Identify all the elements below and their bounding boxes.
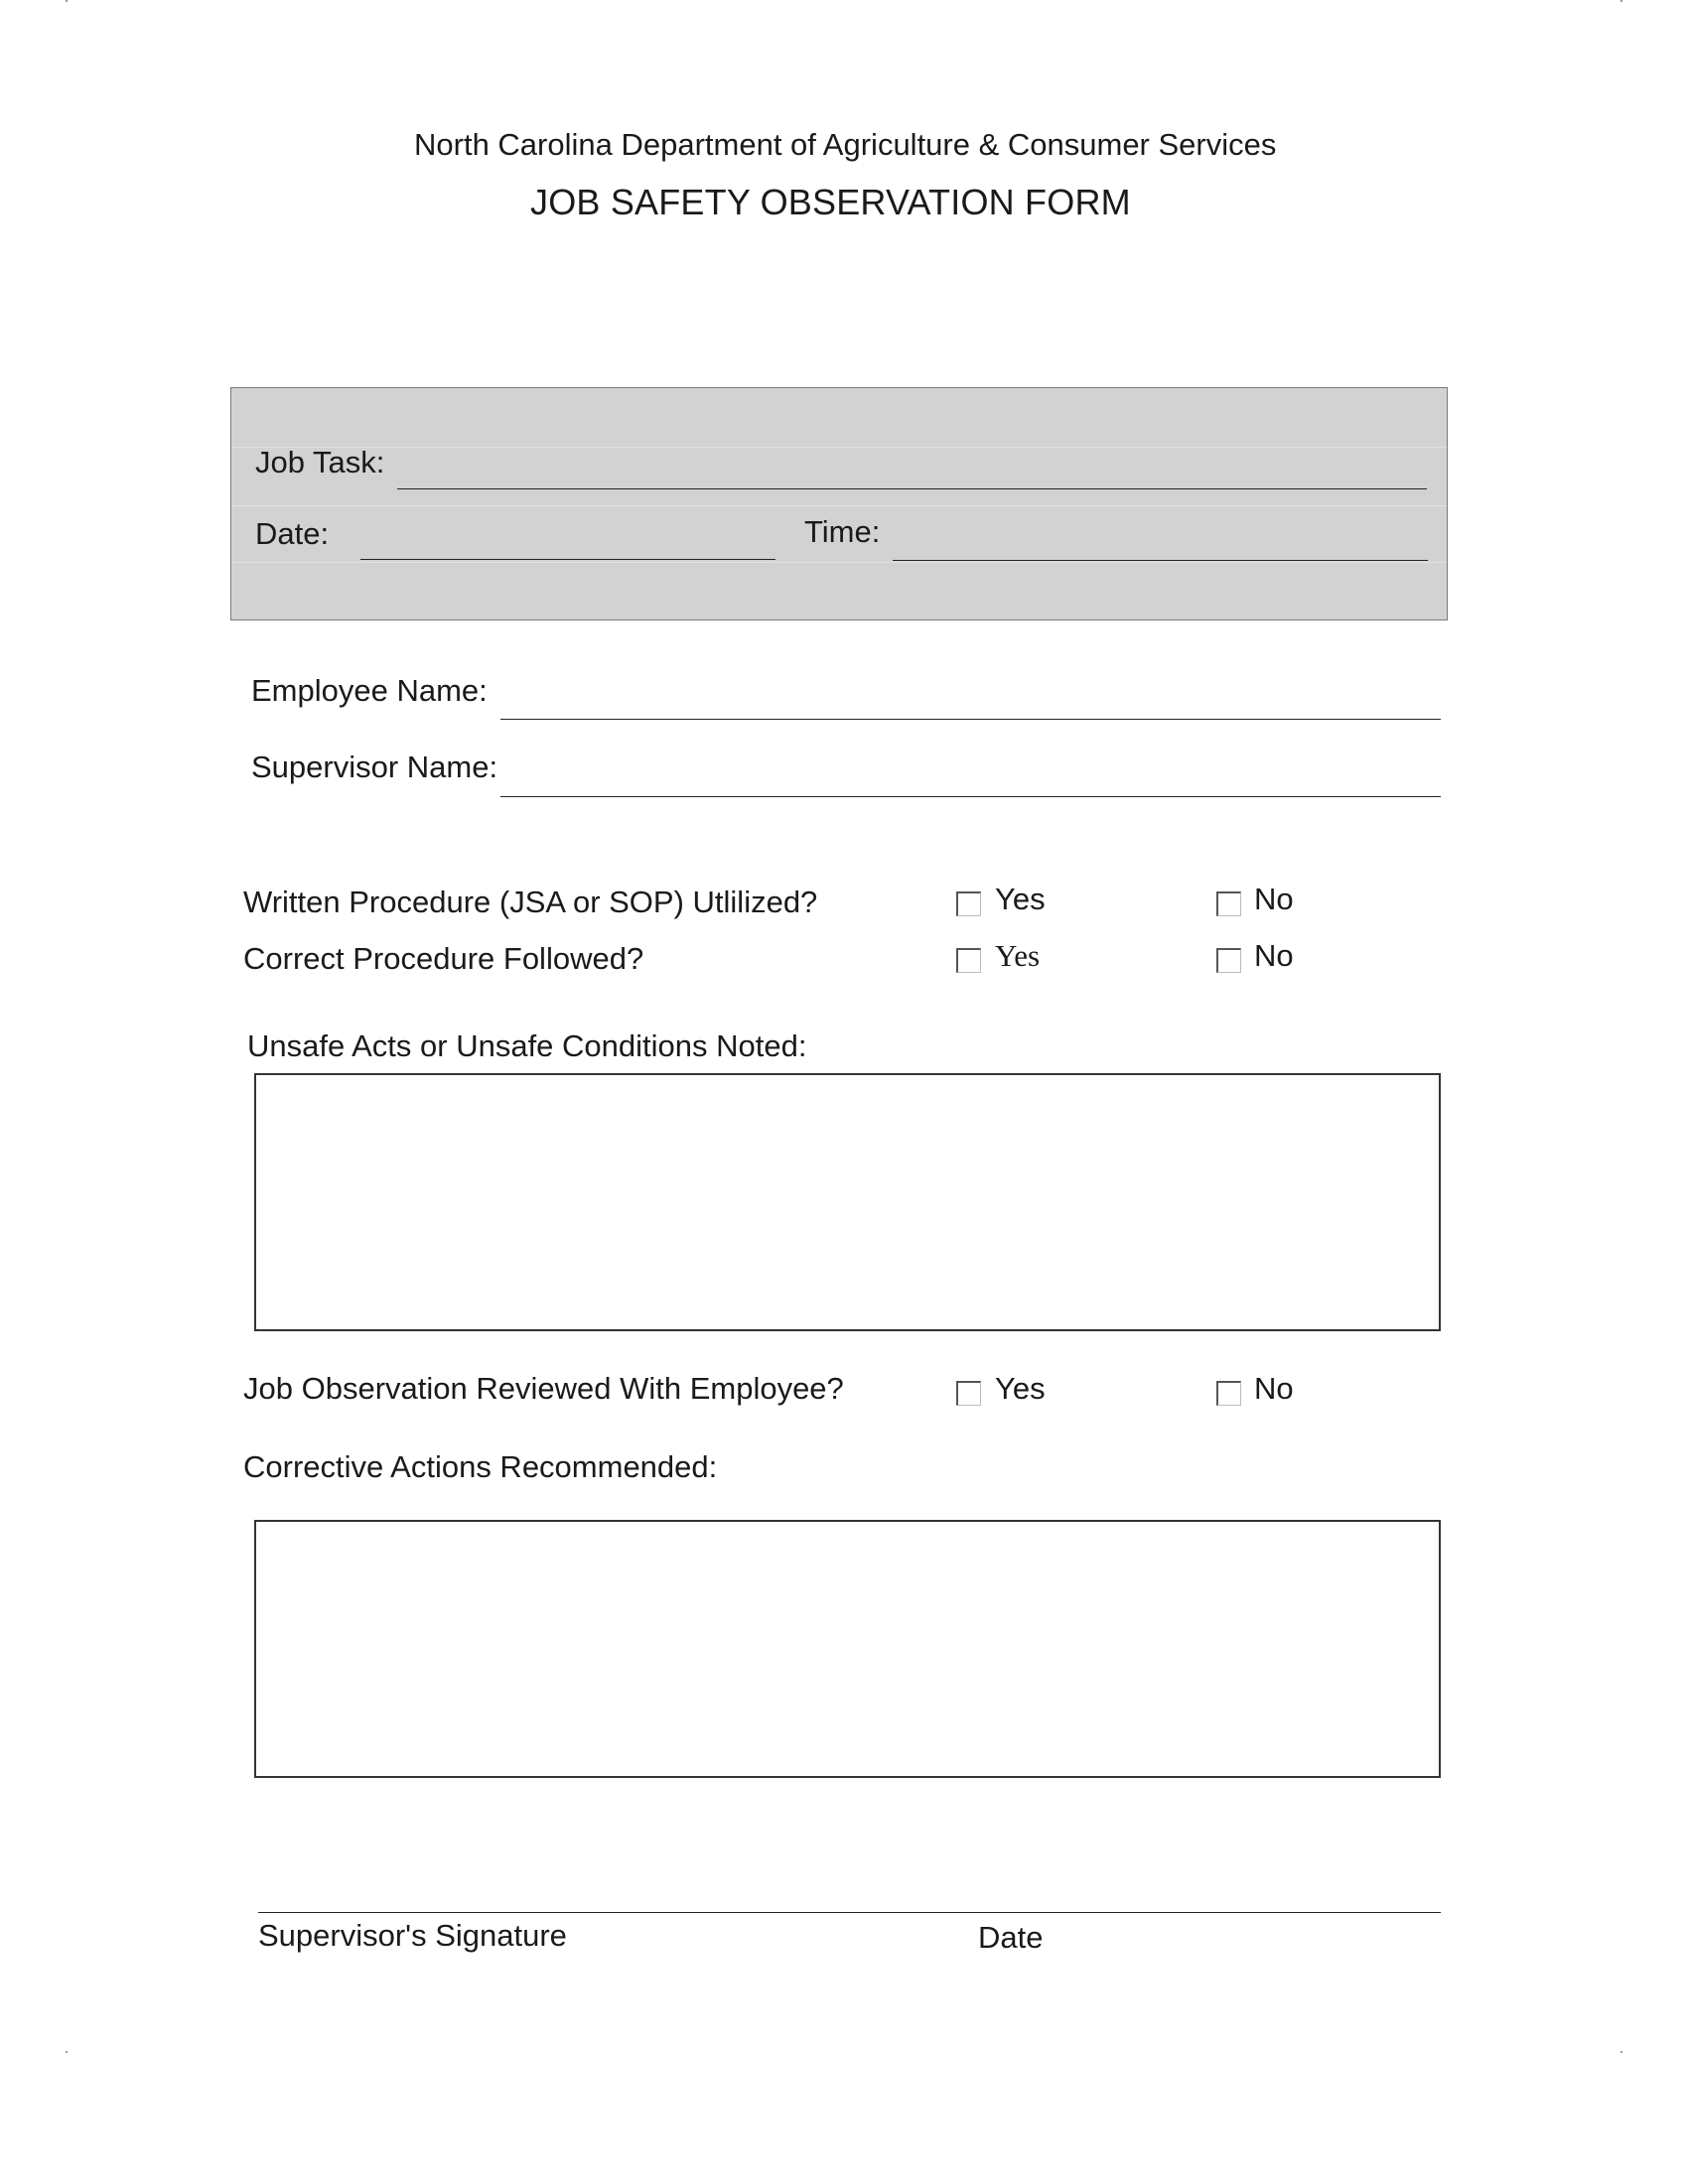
employee-name-field[interactable] bbox=[500, 719, 1441, 720]
band-separator bbox=[231, 505, 1447, 506]
supervisor-signature-label: Supervisor's Signature bbox=[258, 1918, 567, 1953]
time-field[interactable] bbox=[893, 560, 1428, 561]
time-label: Time: bbox=[804, 514, 881, 549]
correct-procedure-no-label: No bbox=[1254, 938, 1294, 973]
reviewed-question: Job Observation Reviewed With Employee? bbox=[243, 1371, 844, 1406]
corner-mark-top-right bbox=[1620, 0, 1622, 2]
correct-procedure-no-checkbox[interactable] bbox=[1216, 948, 1241, 973]
correct-procedure-yes-label: Yes bbox=[995, 938, 1041, 973]
correct-procedure-yes-checkbox[interactable] bbox=[956, 948, 981, 973]
written-procedure-no-label: No bbox=[1254, 882, 1294, 916]
band-separator bbox=[231, 562, 1447, 563]
corner-mark-top-left bbox=[66, 0, 68, 2]
job-info-box bbox=[230, 387, 1448, 620]
corner-mark-bottom-left bbox=[66, 2051, 68, 2053]
unsafe-acts-label: Unsafe Acts or Unsafe Conditions Noted: bbox=[247, 1028, 807, 1063]
written-procedure-yes-checkbox[interactable] bbox=[956, 891, 981, 916]
form-title: JOB SAFETY OBSERVATION FORM bbox=[530, 182, 1131, 222]
job-task-label: Job Task: bbox=[255, 445, 385, 479]
agency-name: North Carolina Department of Agriculture & Consumer Services bbox=[414, 127, 1277, 162]
unsafe-acts-textbox[interactable] bbox=[254, 1073, 1441, 1331]
employee-name-label: Employee Name: bbox=[251, 673, 488, 708]
written-procedure-yes-label: Yes bbox=[995, 882, 1046, 916]
supervisor-name-label: Supervisor Name: bbox=[251, 750, 498, 784]
job-task-field[interactable] bbox=[397, 488, 1427, 489]
signature-line[interactable] bbox=[258, 1912, 1441, 1913]
date-field[interactable] bbox=[360, 559, 775, 560]
reviewed-no-label: No bbox=[1254, 1371, 1294, 1406]
written-procedure-no-checkbox[interactable] bbox=[1216, 891, 1241, 916]
correct-procedure-question: Correct Procedure Followed? bbox=[243, 941, 644, 976]
reviewed-yes-checkbox[interactable] bbox=[956, 1381, 981, 1406]
signature-date-label: Date bbox=[978, 1920, 1044, 1955]
supervisor-name-field[interactable] bbox=[500, 796, 1441, 797]
written-procedure-question: Written Procedure (JSA or SOP) Utlilized? bbox=[243, 885, 818, 919]
corner-mark-bottom-right bbox=[1620, 2051, 1622, 2053]
date-label: Date: bbox=[255, 516, 330, 551]
reviewed-no-checkbox[interactable] bbox=[1216, 1381, 1241, 1406]
band-separator bbox=[231, 447, 1447, 448]
corrective-actions-label: Corrective Actions Recommended: bbox=[243, 1449, 718, 1484]
reviewed-yes-label: Yes bbox=[995, 1371, 1046, 1406]
corrective-actions-textbox[interactable] bbox=[254, 1520, 1441, 1778]
